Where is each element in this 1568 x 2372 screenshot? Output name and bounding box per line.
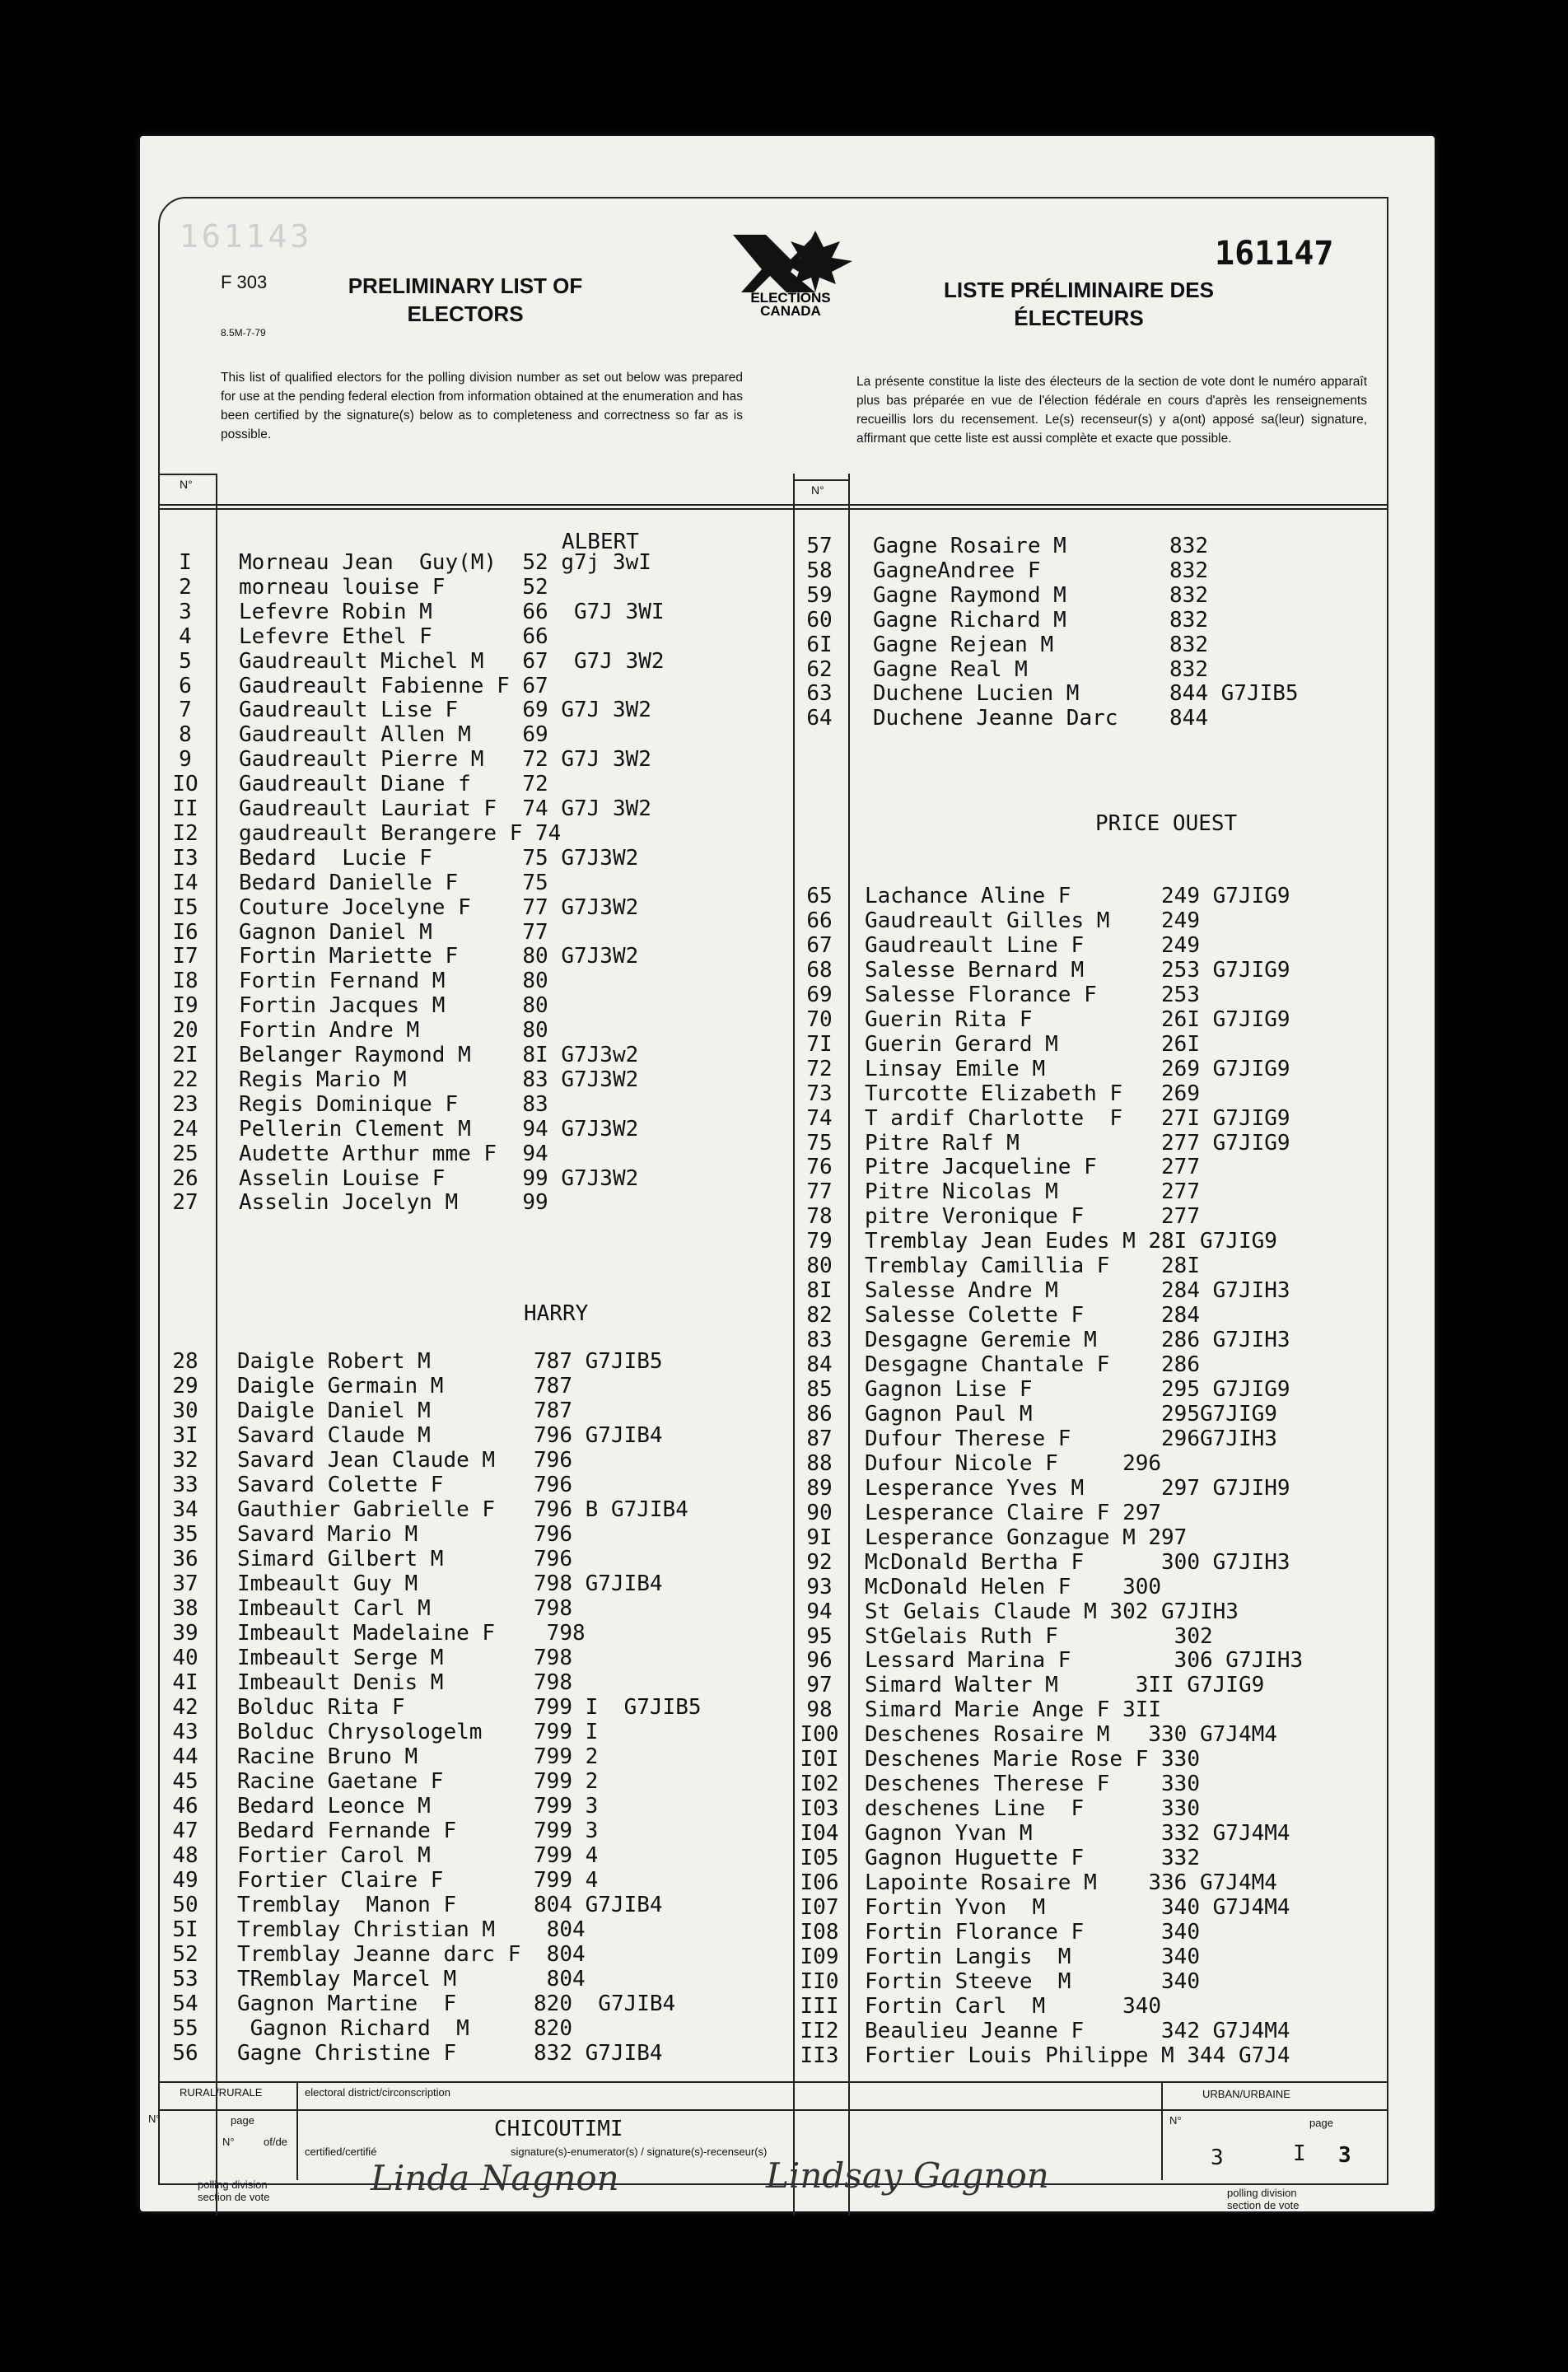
elector-number: I4 bbox=[172, 870, 198, 895]
elector-entry: Deschenes Marie Rose F 330 bbox=[865, 1747, 1200, 1772]
serial-number: 161147 bbox=[1215, 235, 1334, 273]
left-num-divider bbox=[216, 474, 217, 2216]
elector-entry: Turcotte Elizabeth F 269 bbox=[865, 1081, 1200, 1106]
elector-number: 65 bbox=[806, 884, 833, 908]
elector-number: 85 bbox=[806, 1377, 833, 1402]
elector-number: I02 bbox=[800, 1772, 839, 1797]
elector-entry: Bolduc Rita F 799 I G7JIB5 bbox=[237, 1695, 702, 1720]
elector-number: 86 bbox=[806, 1401, 833, 1426]
district-label: electoral district/circonscription bbox=[305, 2086, 451, 2099]
elector-number: 24 bbox=[172, 1116, 198, 1142]
rural-page-no-label: N° bbox=[222, 2136, 235, 2148]
elector-number: 26 bbox=[172, 1165, 198, 1191]
elector-entry: Racine Gaetane F 799 2 bbox=[237, 1769, 599, 1794]
elector-entry: Gagne Raymond M 832 bbox=[873, 582, 1208, 608]
form-sheet bbox=[140, 136, 1435, 2211]
elector-entry: Bedard Leonce M 799 3 bbox=[237, 1794, 599, 1819]
elector-number: 56 bbox=[172, 2041, 198, 2066]
elector-number: IO bbox=[172, 772, 198, 797]
elector-entry: Gaudreault Pierre M 72 G7J 3W2 bbox=[239, 747, 651, 773]
right-num-divider bbox=[848, 474, 850, 2216]
elector-number: 34 bbox=[172, 1497, 198, 1522]
elector-number: 39 bbox=[172, 1621, 198, 1646]
elector-number: 54 bbox=[172, 1991, 198, 2016]
elector-number: I7 bbox=[172, 944, 198, 969]
section-harry: HARRY bbox=[524, 1301, 589, 1326]
elector-entry: Simard Gilbert M 796 bbox=[237, 1547, 572, 1571]
section-price-ouest: PRICE OUEST bbox=[1095, 811, 1238, 836]
elector-number: 28 bbox=[172, 1349, 198, 1374]
logo-text-2: CANADA bbox=[760, 303, 821, 317]
elector-entry: Fortier Louis Philippe M 344 G7J4 bbox=[865, 2043, 1290, 2068]
elector-number: 82 bbox=[806, 1303, 833, 1328]
section-albert: ALBERT bbox=[562, 530, 639, 554]
rural-of-label: of/de bbox=[264, 2136, 287, 2148]
elector-entry: morneau louise F 52 bbox=[239, 574, 548, 600]
elector-number: 45 bbox=[172, 1769, 198, 1794]
elector-number: 62 bbox=[806, 656, 833, 682]
elector-number: III bbox=[800, 1993, 839, 2019]
elector-number: 87 bbox=[806, 1426, 833, 1451]
district-value: CHICOUTIMI bbox=[494, 2117, 623, 2141]
elector-number: I6 bbox=[172, 919, 198, 945]
elector-entry: Gauthier Gabrielle F 796 B G7JIB4 bbox=[237, 1497, 688, 1522]
elector-number: I3 bbox=[172, 845, 198, 871]
elector-number: 33 bbox=[172, 1473, 198, 1497]
elector-entry: Tremblay Manon F 804 G7JIB4 bbox=[237, 1893, 663, 1917]
elector-entry: Beaulieu Jeanne F 342 G7J4M4 bbox=[865, 2018, 1290, 2043]
elector-number: 7 bbox=[179, 698, 192, 723]
elector-entry: Salesse Florance F 253 bbox=[865, 982, 1200, 1007]
polling-label-right-2: section de vote bbox=[1227, 2199, 1300, 2211]
title-english-line1: PRELIMINARY LIST OF bbox=[348, 273, 583, 298]
elections-canada-logo bbox=[708, 226, 873, 317]
elector-entry: Gagne Real M 832 bbox=[873, 656, 1208, 682]
elector-number: 60 bbox=[806, 607, 833, 633]
elector-number: 4 bbox=[179, 623, 192, 649]
elector-entry: Tremblay Jeanne darc F 804 bbox=[237, 1942, 586, 1967]
elector-number: 89 bbox=[806, 1475, 833, 1501]
elector-entry: Gagnon Daniel M 77 bbox=[239, 919, 548, 945]
title-french bbox=[906, 276, 1252, 332]
elector-number: 3I bbox=[172, 1423, 198, 1448]
elector-entry: Imbeault Madelaine F 798 bbox=[237, 1621, 586, 1646]
elector-entry: Imbeault Serge M 798 bbox=[237, 1646, 572, 1670]
elector-entry: T ardif Charlotte F 27I G7JIG9 bbox=[865, 1105, 1290, 1131]
elector-entry: Tremblay Jean Eudes M 28I G7JIG9 bbox=[865, 1229, 1277, 1254]
elector-entry: Simard Walter M 3II G7JIG9 bbox=[865, 1673, 1265, 1698]
elector-entry: Lefevre Ethel F 66 bbox=[239, 623, 548, 649]
elector-number: 37 bbox=[172, 1571, 198, 1596]
ghost-number: 161143 bbox=[180, 218, 313, 254]
left-header-top bbox=[160, 474, 217, 475]
elector-entry: Desgagne Chantale F 286 bbox=[865, 1352, 1200, 1378]
elector-number: 90 bbox=[806, 1500, 833, 1525]
intro-french: La présente constitue la liste des électeurs de la section de vote dont le numéro apparaît plus bas préparée en vue de l'élection fédérale en cours d'après les renseignements recueillis lors du recensement. Le(s) recenseur(s) y a(ont) apposé sa(leur) signature, affirmant que cette liste est aussi complète et exacte que possible. bbox=[856, 375, 1367, 446]
elector-number: 42 bbox=[172, 1695, 198, 1720]
column-no-right: N° bbox=[811, 483, 824, 497]
elector-entry: Simard Marie Ange F 3II bbox=[865, 1697, 1162, 1723]
elector-entry: Gagne Richard M 832 bbox=[873, 607, 1208, 633]
elector-number: 8I bbox=[806, 1278, 833, 1304]
elector-entry: Dufour Therese F 296G7JIH3 bbox=[865, 1426, 1277, 1451]
elector-number: 35 bbox=[172, 1522, 198, 1547]
elector-entry: Fortin Yvon M 340 G7J4M4 bbox=[865, 1894, 1290, 1920]
elector-number: I2 bbox=[172, 820, 198, 846]
date-code: 8.5M-7-79 bbox=[221, 327, 266, 339]
elector-entry: Couture Jocelyne F 77 G7J3W2 bbox=[239, 894, 639, 920]
elector-entry: Gagne Rosaire M 832 bbox=[873, 534, 1208, 558]
elector-number: I0I bbox=[800, 1747, 839, 1772]
elector-entry: Linsay Emile M 269 G7JIG9 bbox=[865, 1056, 1290, 1081]
elector-entry: Gaudreault Allen M 69 bbox=[239, 722, 548, 748]
logo-text-1: ELECTIONS bbox=[750, 290, 831, 306]
elector-number: 73 bbox=[806, 1081, 833, 1106]
elector-number: 8 bbox=[179, 722, 192, 748]
title-french-line1: LISTE PRÉLIMINAIRE DES bbox=[944, 278, 1214, 302]
column-no-left: N° bbox=[180, 478, 193, 491]
polling-label-left-2: section de vote bbox=[198, 2191, 270, 2203]
elector-number: 40 bbox=[172, 1646, 198, 1670]
rural-label: RURAL/RURALE bbox=[180, 2086, 263, 2099]
elector-entry: Gagnon Lise F 295 G7JIG9 bbox=[865, 1377, 1290, 1402]
elector-entry: StGelais Ruth F 302 bbox=[865, 1623, 1213, 1649]
elector-entry: TRemblay Marcel M 804 bbox=[237, 1967, 586, 1991]
elector-entry: Pitre Ralf M 277 G7JIG9 bbox=[865, 1130, 1290, 1156]
elector-entry: Audette Arthur mme F 94 bbox=[239, 1141, 548, 1166]
elector-entry: Guerin Gerard M 26I bbox=[865, 1031, 1200, 1057]
elector-number: 95 bbox=[806, 1623, 833, 1649]
elector-number: 7I bbox=[806, 1031, 833, 1057]
elector-entry: Savard Colette F 796 bbox=[237, 1473, 572, 1497]
elector-entry: Gagnon Richard M 820 bbox=[237, 2016, 572, 2041]
elector-number: 55 bbox=[172, 2016, 198, 2041]
elector-number: 49 bbox=[172, 1868, 198, 1893]
elector-number: 92 bbox=[806, 1549, 833, 1575]
urban-no-value: 3 bbox=[1211, 2146, 1224, 2170]
elector-entry: Gagne Rejean M 832 bbox=[873, 632, 1208, 657]
elector-number: 20 bbox=[172, 1018, 198, 1044]
elector-entry: Bolduc Chrysologelm 799 I bbox=[237, 1720, 599, 1744]
title-french-line2: ÉLECTEURS bbox=[1014, 306, 1144, 330]
elector-entry: Racine Bruno M 799 2 bbox=[237, 1744, 599, 1769]
elector-number: 93 bbox=[806, 1574, 833, 1599]
rural-no-label: N° bbox=[148, 2113, 161, 2125]
enumerator-signature-2: Lindsay Gagnon bbox=[766, 2155, 1049, 2196]
elector-entry: Savard Mario M 796 bbox=[237, 1522, 572, 1547]
elector-entry: Tremblay Christian M 804 bbox=[237, 1917, 586, 1942]
elector-number: 58 bbox=[806, 558, 833, 583]
elector-entry: Imbeault Denis M 798 bbox=[237, 1670, 572, 1695]
elector-entry: Duchene Lucien M 844 G7JIB5 bbox=[873, 681, 1299, 707]
elector-entry: Dufour Nicole F 296 bbox=[865, 1450, 1162, 1476]
elector-entry: Gaudreault Diane f 72 bbox=[239, 772, 548, 797]
elector-entry: Morneau Jean Guy(M) 52 g7j 3wI bbox=[239, 550, 651, 575]
elector-entry: Lesperance Claire F 297 bbox=[865, 1500, 1162, 1525]
urban-page-value: I bbox=[1293, 2141, 1306, 2166]
elector-entry: Duchene Jeanne Darc 844 bbox=[873, 706, 1208, 731]
elector-entry: Guerin Rita F 26I G7JIG9 bbox=[865, 1006, 1290, 1032]
elector-number: I07 bbox=[800, 1894, 839, 1920]
elector-entry: GagneAndree F 832 bbox=[873, 558, 1208, 583]
elector-number: 64 bbox=[806, 706, 833, 731]
elector-entry: Deschenes Therese F 330 bbox=[865, 1772, 1200, 1797]
elector-number: 3 bbox=[179, 599, 192, 624]
elector-number: 9I bbox=[806, 1525, 833, 1550]
elector-number: 53 bbox=[172, 1967, 198, 1991]
urban-page-label: page bbox=[1309, 2117, 1333, 2129]
elector-number: 57 bbox=[806, 534, 833, 558]
elector-number: 94 bbox=[806, 1599, 833, 1624]
elector-number: 67 bbox=[806, 932, 833, 958]
urban-of-value: 3 bbox=[1338, 2143, 1351, 2168]
elector-number: I9 bbox=[172, 993, 198, 1019]
elector-number: II3 bbox=[800, 2043, 839, 2068]
elector-entry: Pitre Nicolas M 277 bbox=[865, 1179, 1200, 1205]
table-header-line bbox=[160, 508, 1387, 510]
elector-entry: Regis Dominique F 83 bbox=[239, 1091, 548, 1117]
form-number: F 303 bbox=[221, 272, 268, 292]
elector-entry: Bedard Fernande F 799 3 bbox=[237, 1819, 599, 1843]
elector-entry: Savard Jean Claude M 796 bbox=[237, 1448, 572, 1473]
polling-label-right-1: polling division bbox=[1227, 2187, 1297, 2199]
elector-number: 68 bbox=[806, 957, 833, 983]
elector-number: I8 bbox=[172, 969, 198, 994]
footer-top-line bbox=[160, 2081, 1387, 2083]
elector-entry: Fortin Fernand M 80 bbox=[239, 969, 548, 994]
elector-entry: Gaudreault Gilles M 249 bbox=[865, 908, 1200, 933]
elector-number: 25 bbox=[172, 1141, 198, 1166]
elector-number: 6 bbox=[179, 673, 192, 698]
elector-number: 96 bbox=[806, 1648, 833, 1674]
elector-number: II0 bbox=[800, 1968, 839, 1994]
elector-number: 79 bbox=[806, 1229, 833, 1254]
elector-number: 66 bbox=[806, 908, 833, 933]
elector-number: 63 bbox=[806, 681, 833, 707]
elector-number: 83 bbox=[806, 1328, 833, 1353]
elector-entry: Asselin Jocelyn M 99 bbox=[239, 1190, 548, 1216]
right-header-top bbox=[793, 479, 850, 481]
elector-entry: Pellerin Clement M 94 G7J3W2 bbox=[239, 1116, 639, 1142]
title-english bbox=[342, 272, 589, 328]
elector-number: 44 bbox=[172, 1744, 198, 1769]
elector-entry: McDonald Bertha F 300 G7JIH3 bbox=[865, 1549, 1290, 1575]
elector-entry: Desgagne Geremie M 286 G7JIH3 bbox=[865, 1328, 1290, 1353]
elector-number: I bbox=[179, 550, 192, 575]
elector-entry: St Gelais Claude M 302 G7JIH3 bbox=[865, 1599, 1239, 1624]
elector-entry: Gagne Christine F 832 G7JIB4 bbox=[237, 2041, 663, 2066]
elector-number: I00 bbox=[800, 1722, 839, 1748]
elector-entry: Fortin Jacques M 80 bbox=[239, 993, 548, 1019]
elector-entry: Savard Claude M 796 G7JIB4 bbox=[237, 1423, 663, 1448]
elector-entry: Gagnon Yvan M 332 G7J4M4 bbox=[865, 1821, 1290, 1847]
elector-entry: Gaudreault Michel M 67 G7J 3W2 bbox=[239, 648, 665, 674]
elector-entry: Gaudreault Fabienne F 67 bbox=[239, 673, 548, 698]
elector-entry: Tremblay Camillia F 28I bbox=[865, 1254, 1200, 1279]
footer-mid-line bbox=[160, 2109, 1387, 2111]
elector-entry: Fortin Carl M 340 bbox=[865, 1993, 1162, 2019]
elector-entry: pitre Veronique F 277 bbox=[865, 1204, 1200, 1230]
elector-number: 74 bbox=[806, 1105, 833, 1131]
elector-number: 50 bbox=[172, 1893, 198, 1917]
elector-entry: Belanger Raymond M 8I G7J3w2 bbox=[239, 1043, 639, 1067]
elector-entry: Gaudreault Line F 249 bbox=[865, 932, 1200, 958]
elector-number: 70 bbox=[806, 1006, 833, 1032]
elector-number: I08 bbox=[800, 1919, 839, 1945]
elector-number: 27 bbox=[172, 1190, 198, 1216]
elector-number: 72 bbox=[806, 1056, 833, 1081]
elector-entry: Daigle Germain M 787 bbox=[237, 1374, 572, 1398]
elector-entry: Salesse Bernard M 253 G7JIG9 bbox=[865, 957, 1290, 983]
elector-entry: Fortier Carol M 799 4 bbox=[237, 1843, 599, 1868]
elector-entry: Asselin Louise F 99 G7J3W2 bbox=[239, 1165, 639, 1191]
elector-number: 29 bbox=[172, 1374, 198, 1398]
elector-entry: Fortin Langis M 340 bbox=[865, 1944, 1200, 1969]
elector-number: 43 bbox=[172, 1720, 198, 1744]
elector-number: 2I bbox=[172, 1043, 198, 1067]
footer-divider-1 bbox=[296, 2081, 298, 2180]
elector-entry: Regis Mario M 83 G7J3W2 bbox=[239, 1067, 639, 1092]
urban-label: URBAN/URBAINE bbox=[1202, 2088, 1290, 2100]
rural-page-label: page bbox=[231, 2114, 254, 2127]
elector-entry: Bedard Lucie F 75 G7J3W2 bbox=[239, 845, 639, 871]
elector-entry: Daigle Daniel M 787 bbox=[237, 1398, 572, 1423]
elector-number: 78 bbox=[806, 1204, 833, 1230]
elector-number: I06 bbox=[800, 1870, 839, 1895]
elector-number: 98 bbox=[806, 1697, 833, 1723]
elector-number: 84 bbox=[806, 1352, 833, 1378]
elector-number: 88 bbox=[806, 1450, 833, 1476]
elector-number: II bbox=[172, 796, 198, 821]
elector-number: 30 bbox=[172, 1398, 198, 1423]
elector-entry: Salesse Andre M 284 G7JIH3 bbox=[865, 1278, 1290, 1304]
elector-number: I05 bbox=[800, 1846, 839, 1871]
elector-number: 52 bbox=[172, 1942, 198, 1967]
elector-entry: Fortier Claire F 799 4 bbox=[237, 1868, 599, 1893]
elector-number: 5 bbox=[179, 648, 192, 674]
elector-number: 75 bbox=[806, 1130, 833, 1156]
elector-entry: Lessard Marina F 306 G7JIH3 bbox=[865, 1648, 1304, 1674]
elector-entry: Imbeault Carl M 798 bbox=[237, 1596, 572, 1621]
elector-entry: Fortin Mariette F 80 G7J3W2 bbox=[239, 944, 639, 969]
elector-entry: Imbeault Guy M 798 G7JIB4 bbox=[237, 1571, 663, 1596]
elector-number: 5I bbox=[172, 1917, 198, 1942]
elector-entry: Gagnon Martine F 820 G7JIB4 bbox=[237, 1991, 676, 2016]
elector-entry: Lesperance Yves M 297 G7JIH9 bbox=[865, 1475, 1290, 1501]
elector-entry: McDonald Helen F 300 bbox=[865, 1574, 1162, 1599]
elector-entry: Fortin Andre M 80 bbox=[239, 1018, 548, 1044]
table-top-line bbox=[160, 504, 1387, 506]
elector-entry: Gagnon Huguette F 332 bbox=[865, 1846, 1200, 1871]
elector-number: I04 bbox=[800, 1821, 839, 1847]
elector-entry: Bedard Danielle F 75 bbox=[239, 870, 548, 895]
elector-number: 36 bbox=[172, 1547, 198, 1571]
elector-number: II2 bbox=[800, 2018, 839, 2043]
elector-number: 47 bbox=[172, 1819, 198, 1843]
title-english-line2: ELECTORS bbox=[407, 301, 524, 326]
elector-number: 46 bbox=[172, 1794, 198, 1819]
polling-label-left-1: polling division bbox=[198, 2178, 268, 2191]
elector-number: 80 bbox=[806, 1254, 833, 1279]
elector-entry: Lapointe Rosaire M 336 G7J4M4 bbox=[865, 1870, 1277, 1895]
enumerator-signature-1: Linda Nagnon bbox=[371, 2158, 619, 2198]
elector-number: 97 bbox=[806, 1673, 833, 1698]
intro-english: This list of qualified electors for the polling division number as set out below was prepared for use at the pending federal election from information obtained at the enumeration and has been certified by the signature(s) below as to completeness and correctness so far as is possible. bbox=[221, 371, 743, 441]
elector-number: 38 bbox=[172, 1596, 198, 1621]
urban-no-label: N° bbox=[1169, 2114, 1182, 2127]
elector-entry: Lesperance Gonzague M 297 bbox=[865, 1525, 1188, 1550]
elector-entry: Lefevre Robin M 66 G7J 3WI bbox=[239, 599, 665, 624]
elector-number: 32 bbox=[172, 1448, 198, 1473]
elector-entry: gaudreault Berangere F 74 bbox=[239, 820, 562, 846]
elector-number: 76 bbox=[806, 1155, 833, 1180]
signatures-label: signature(s)-enumerator(s) / signature(s)-recenseur(s) bbox=[511, 2146, 768, 2158]
elector-entry: Salesse Colette F 284 bbox=[865, 1303, 1200, 1328]
elector-entry: Gaudreault Lise F 69 G7J 3W2 bbox=[239, 698, 651, 723]
elector-number: I03 bbox=[800, 1796, 839, 1822]
elector-entry: Fortin Florance F 340 bbox=[865, 1919, 1200, 1945]
elector-entry: Daigle Robert M 787 G7JIB5 bbox=[237, 1349, 663, 1374]
elector-entry: Gagnon Paul M 295G7JIG9 bbox=[865, 1401, 1277, 1426]
elector-entry: Deschenes Rosaire M 330 G7J4M4 bbox=[865, 1722, 1277, 1748]
elector-number: 77 bbox=[806, 1179, 833, 1205]
elector-number: 9 bbox=[179, 747, 192, 773]
elector-number: 23 bbox=[172, 1091, 198, 1117]
certified-label: certified/certifié bbox=[305, 2146, 377, 2158]
elector-number: 69 bbox=[806, 982, 833, 1007]
elector-number: 59 bbox=[806, 582, 833, 608]
elector-entry: Gaudreault Lauriat F 74 G7J 3W2 bbox=[239, 796, 651, 821]
elector-number: 2 bbox=[179, 574, 192, 600]
elector-entry: Pitre Jacqueline F 277 bbox=[865, 1155, 1200, 1180]
elector-number: I09 bbox=[800, 1944, 839, 1969]
elector-number: I5 bbox=[172, 894, 198, 920]
footer-divider-2 bbox=[1161, 2081, 1163, 2180]
elector-number: 22 bbox=[172, 1067, 198, 1092]
elector-number: 4I bbox=[172, 1670, 198, 1695]
elector-entry: deschenes Line F 330 bbox=[865, 1796, 1200, 1822]
elector-number: 48 bbox=[172, 1843, 198, 1868]
elector-entry: Lachance Aline F 249 G7JIG9 bbox=[865, 884, 1290, 908]
elector-entry: Fortin Steeve M 340 bbox=[865, 1968, 1200, 1994]
elector-number: 6I bbox=[806, 632, 833, 657]
